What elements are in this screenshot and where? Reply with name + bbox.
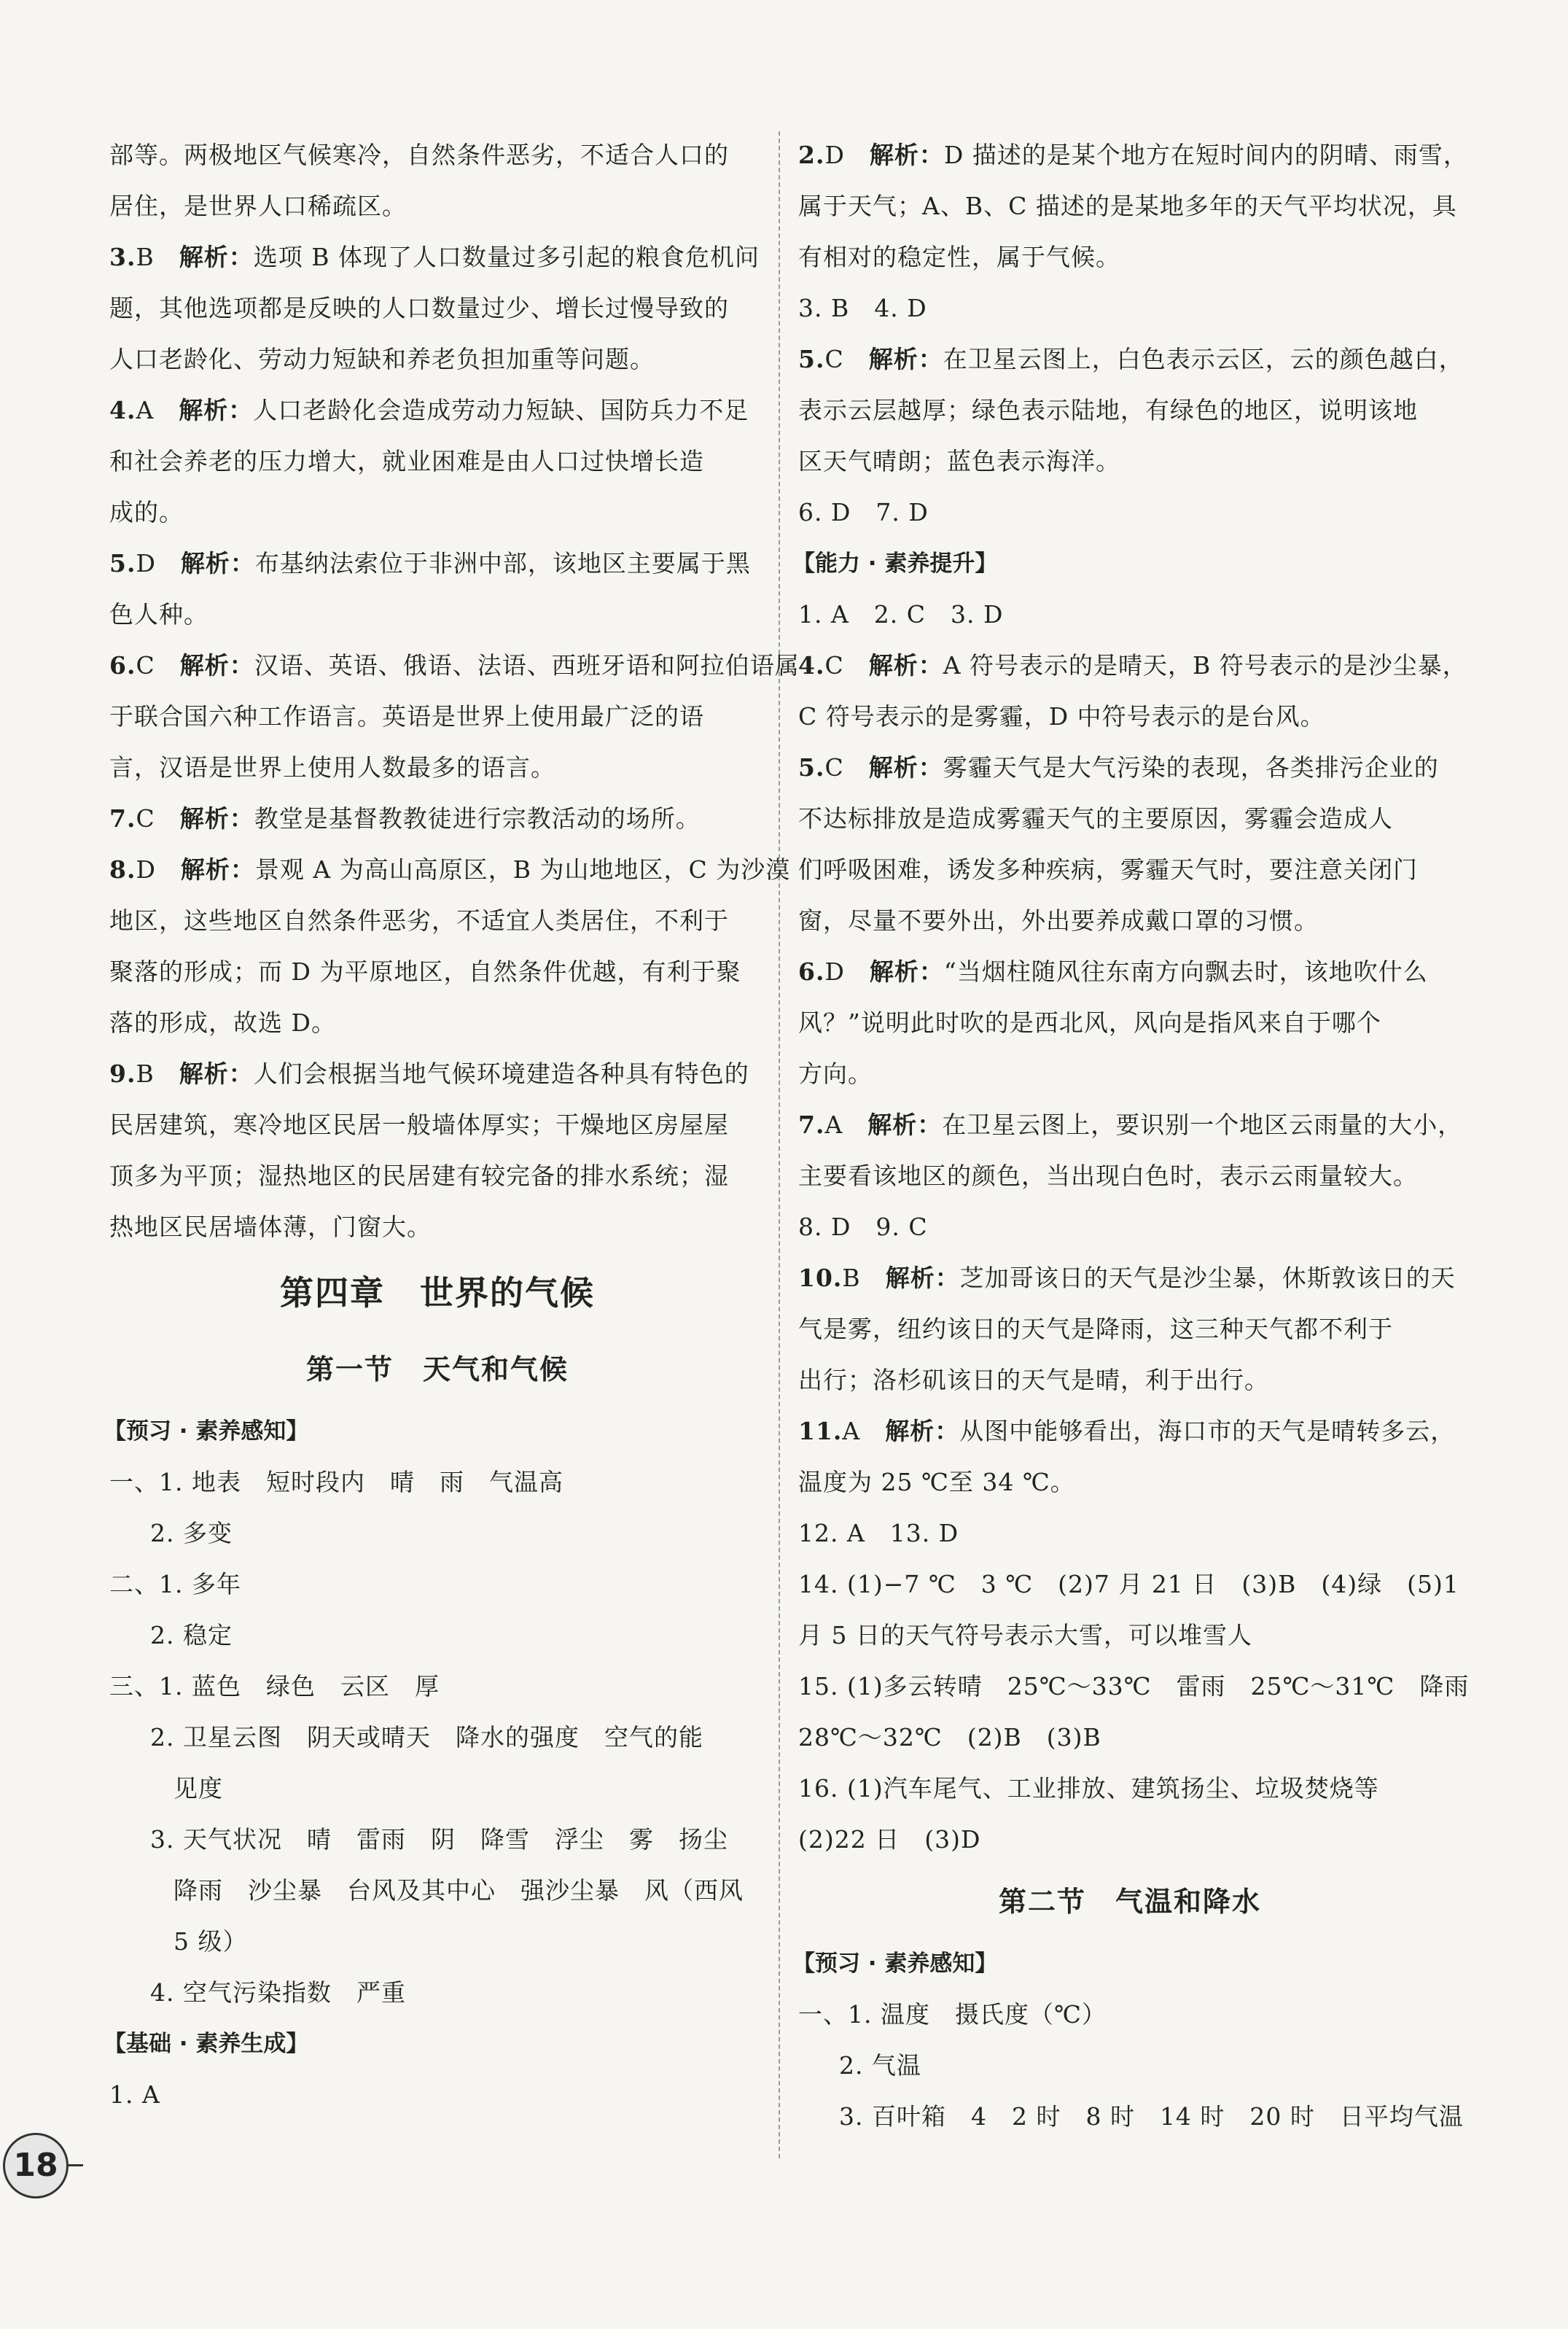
answer-line: 15. (1)多云转晴 25℃～33℃ 雷雨 25℃～31℃ 降雨	[798, 1672, 1470, 1700]
text-line: (2)22 日 (3)D	[798, 1825, 981, 1854]
answer-item: 10.B 解析：芝加哥该日的天气是沙尘暴，休斯敦该日的天	[798, 1264, 1456, 1292]
answer-item-5: 5.D 解析：布基纳法索位于非洲中部，该地区主要属于黑	[109, 549, 751, 578]
text-line: 出行；洛杉矶该日的天气是晴，利于出行。	[798, 1366, 1269, 1394]
text-line: 地区，这些地区自然条件恶劣，不适宜人类居住，不利于	[109, 906, 729, 935]
answer-item-4: 4.A 解析：人口老龄化会造成劳动力短缺、国防兵力不足	[109, 396, 749, 424]
text-line: 主要看该地区的颜色，当出现白色时，表示云雨量较大。	[798, 1162, 1418, 1190]
preview-line: 二、1. 多年	[109, 1570, 241, 1598]
preview-line: 一、1. 地表 短时段内 晴 雨 气温高	[109, 1468, 563, 1496]
answer-item-9: 9.B 解析：人们会根据当地气候环境建造各种具有特色的	[109, 1059, 749, 1088]
preview-line: 5 级）	[173, 1927, 248, 1956]
text-line: 温度为 25 ℃至 34 ℃。	[798, 1468, 1075, 1496]
text-line: 民居建筑，寒冷地区民居一般墙体厚实；干燥地区房屋屋	[109, 1111, 729, 1139]
text-line: 落的形成，故选 D。	[109, 1008, 336, 1037]
text-line: 表示云层越厚；绿色表示陆地，有绿色的地区，说明该地	[798, 396, 1418, 424]
text-line: 属于天气；A、B、C 描述的是某地多年的天气平均状况，具	[798, 192, 1457, 220]
preview-line: 3. 百叶箱 4 2 时 8 时 14 时 20 时 日平均气温	[839, 2102, 1464, 2131]
page-number-rule	[67, 2164, 83, 2166]
section-heading-preview: 【预习 · 素养感知】	[792, 1951, 998, 1977]
text-line: 顶多为平顶；湿热地区的民居建有较完备的排水系统；湿	[109, 1162, 729, 1190]
text-line: C 符号表示的是雾霾，D 中符号表示的是台风。	[798, 702, 1325, 731]
text-line: 和社会养老的压力增大，就业困难是由人口过快增长造	[109, 447, 704, 475]
text-line: 月 5 日的天气符号表示大雪，可以堆雪人	[798, 1621, 1252, 1649]
answer-line: 1. A 2. C 3. D	[798, 600, 1004, 629]
answer-line: 1. A	[109, 2080, 160, 2109]
text-line: 区天气晴朗；蓝色表示海洋。	[798, 447, 1120, 475]
text-line: 聚落的形成；而 D 为平原地区，自然条件优越，有利于聚	[109, 957, 741, 986]
preview-line: 2. 稳定	[150, 1621, 233, 1649]
preview-line: 三、1. 蓝色 绿色 云区 厚	[109, 1672, 440, 1700]
preview-line: 见度	[173, 1774, 223, 1803]
preview-line: 降雨 沙尘暴 台风及其中心 强沙尘暴 风（西风	[173, 1876, 744, 1905]
text-line: 人口老龄化、劳动力短缺和养老负担加重等问题。	[109, 345, 655, 373]
answer-item: 5.C 解析：在卫星云图上，白色表示云区，云的颜色越白，	[798, 345, 1464, 373]
column-divider	[779, 131, 780, 2158]
text-line: 方向。	[798, 1059, 873, 1088]
section-heading-basic: 【基础 · 素养生成】	[104, 2031, 309, 2057]
answer-line: 16. (1)汽车尾气、工业排放、建筑扬尘、垃圾焚烧等	[798, 1774, 1379, 1803]
answer-item: 2.D 解析：D 描述的是某个地方在短时间内的阴晴、雨雪，	[798, 141, 1468, 169]
answer-line: 12. A 13. D	[798, 1519, 959, 1547]
answer-item-3: 3.B 解析：选项 B 体现了人口数量过多引起的粮食危机问	[109, 243, 760, 271]
answer-item: 11.A 解析：从图中能够看出，海口市的天气是晴转多云，	[798, 1417, 1456, 1445]
answer-line: 8. D 9. C	[798, 1213, 928, 1241]
section-title: 第二节 气温和降水	[998, 1886, 1261, 1918]
text-line: 28℃～32℃ (2)B (3)B	[798, 1723, 1101, 1751]
section-title: 第一节 天气和气候	[305, 1353, 569, 1385]
answer-item-7: 7.C 解析：教堂是基督教教徒进行宗教活动的场所。	[109, 804, 701, 833]
answer-line: 6. D 7. D	[798, 498, 929, 526]
section-heading-preview: 【预习 · 素养感知】	[104, 1418, 309, 1445]
answer-line: 3. B 4. D	[798, 294, 927, 322]
text-line: 题，其他选项都是反映的人口数量过少、增长过慢导致的	[109, 294, 729, 322]
text-line: 成的。	[109, 498, 184, 526]
text-line: 色人种。	[109, 600, 208, 629]
section-heading-ability: 【能力 · 素养提升】	[792, 551, 998, 577]
text-line: 气是雾，纽约该日的天气是降雨，这三种天气都不利于	[798, 1315, 1393, 1343]
text-line: 有相对的稳定性，属于气候。	[798, 243, 1120, 271]
text-line: 部等。两极地区气候寒冷，自然条件恶劣，不适合人口的	[109, 141, 729, 169]
preview-line: 2. 多变	[150, 1519, 233, 1547]
text-line: 于联合国六种工作语言。英语是世界上使用最广泛的语	[109, 702, 704, 731]
text-line: 不达标排放是造成雾霾天气的主要原因，雾霾会造成人	[798, 804, 1393, 833]
chapter-title: 第四章 世界的气候	[280, 1273, 595, 1313]
preview-line: 2. 气温	[839, 2051, 921, 2080]
text-line: 风？”说明此时吹的是西北风，风向是指风来自于哪个	[798, 1008, 1381, 1037]
text-line: 言，汉语是世界上使用人数最多的语言。	[109, 753, 555, 782]
answer-item: 5.C 解析：雾霾天气是大气污染的表现，各类排污企业的	[798, 753, 1439, 782]
preview-line: 2. 卫星云图 阴天或晴天 降水的强度 空气的能	[150, 1723, 703, 1751]
answer-item: 4.C 解析：A 符号表示的是晴天，B 符号表示的是沙尘暴，	[798, 651, 1467, 680]
answer-item-8: 8.D 解析：景观 A 为高山高原区，B 为山地地区，C 为沙漠	[109, 855, 791, 884]
answer-line: 14. (1)−7 ℃ 3 ℃ (2)7 月 21 日 (3)B (4)绿 (5)1	[798, 1570, 1459, 1598]
text-line: 居住，是世界人口稀疏区。	[109, 192, 407, 220]
page-number: 18	[3, 2133, 69, 2198]
answer-item-6: 6.C 解析：汉语、英语、俄语、法语、西班牙语和阿拉伯语属	[109, 651, 800, 680]
right-column	[792, 130, 1470, 2142]
preview-line: 一、1. 温度 摄氏度（℃）	[798, 2000, 1107, 2029]
preview-line: 4. 空气污染指数 严重	[150, 1978, 406, 2007]
text-line: 窗，尽量不要外出，外出要养成戴口罩的习惯。	[798, 906, 1319, 935]
answer-item: 7.A 解析：在卫星云图上，要识别一个地区云雨量的大小，	[798, 1111, 1463, 1139]
text-line: 们呼吸困难，诱发多种疾病，雾霾天气时，要注意关闭门	[798, 855, 1418, 884]
preview-line: 3. 天气状况 晴 雷雨 阴 降雪 浮尘 雾 扬尘	[150, 1825, 728, 1854]
answer-item: 6.D 解析：“当烟柱随风往东南方向飘去时，该地吹什么	[798, 957, 1428, 986]
left-column	[104, 130, 800, 2120]
text-line: 热地区民居墙体薄，门窗大。	[109, 1213, 432, 1241]
